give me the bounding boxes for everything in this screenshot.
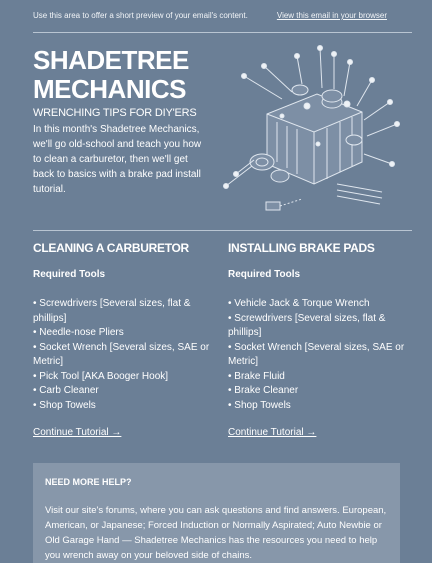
tutorial-column-carburetor <box>33 241 213 440</box>
required-tools-heading: Required Tools <box>33 269 106 280</box>
tutorial-heading: INSTALLING BRAKE PADS <box>228 241 375 255</box>
tutorial-heading: CLEANING A CARBURETOR <box>33 241 189 255</box>
list-item: • Screwdrivers [Several sizes, flat & phillips] <box>228 312 386 338</box>
list-item: • Shop Towels <box>33 399 96 411</box>
tools-list <box>33 297 213 413</box>
tutorial-column-brake-pads <box>228 241 408 440</box>
list-item: • Shop Towels <box>228 399 291 411</box>
list-item: • Screwdrivers [Several sizes, flat & phillips] <box>33 298 191 324</box>
view-in-browser-link[interactable]: View this email in your browser <box>276 11 387 20</box>
carburetor-exploded-illustration-icon <box>222 44 407 220</box>
hero-subtitle: WRENCHING TIPS FOR DIY'ERS <box>33 107 197 119</box>
hero-title <box>33 46 223 104</box>
hero-intro: In this month's Shadetree Mechanics, we'll go old-school and teach you how to clean a carburetor, then we'll get back to basics with a brake pad install tutorial. <box>33 124 202 195</box>
continue-tutorial-link[interactable]: Continue Tutorial → <box>33 427 122 438</box>
hero-title-line-1: SHADETREE <box>33 45 189 75</box>
list-item: • Carb Cleaner <box>33 385 99 396</box>
list-item: • Brake Fluid <box>228 370 285 382</box>
list-item: • Socket Wrench [Several sizes, SAE or Metric] <box>228 341 405 367</box>
help-heading: NEED MORE HELP? <box>45 477 132 487</box>
preheader-preview-text: Use this area to offer a short preview of your email's content. <box>33 11 248 20</box>
required-tools-heading: Required Tools <box>228 269 301 280</box>
hero-title-line-2: MECHANICS <box>33 74 186 104</box>
section-divider <box>33 230 412 231</box>
list-item: • Needle-nose Pliers <box>33 327 124 338</box>
preheader <box>33 11 387 20</box>
top-divider <box>33 32 412 33</box>
continue-tutorial-link[interactable]: Continue Tutorial → <box>228 427 317 438</box>
help-body: Visit our site's forums, where you can ask questions and find answers. European, American, or Japanese; Forced Induction or Normally Aspirated; Auto Newbie or Old Garage Hand — Shadetree Mechanics has the resources you need to help you wrench away on your beloved side of chains. <box>45 505 387 561</box>
list-item: • Brake Cleaner <box>228 385 299 396</box>
tools-list <box>228 297 408 413</box>
need-more-help-box <box>33 463 400 563</box>
list-item: • Vehicle Jack & Torque Wrench <box>228 298 370 309</box>
list-item: • Pick Tool [AKA Booger Hook] <box>33 370 169 382</box>
list-item: • Socket Wrench [Several sizes, SAE or Metric] <box>33 341 210 367</box>
